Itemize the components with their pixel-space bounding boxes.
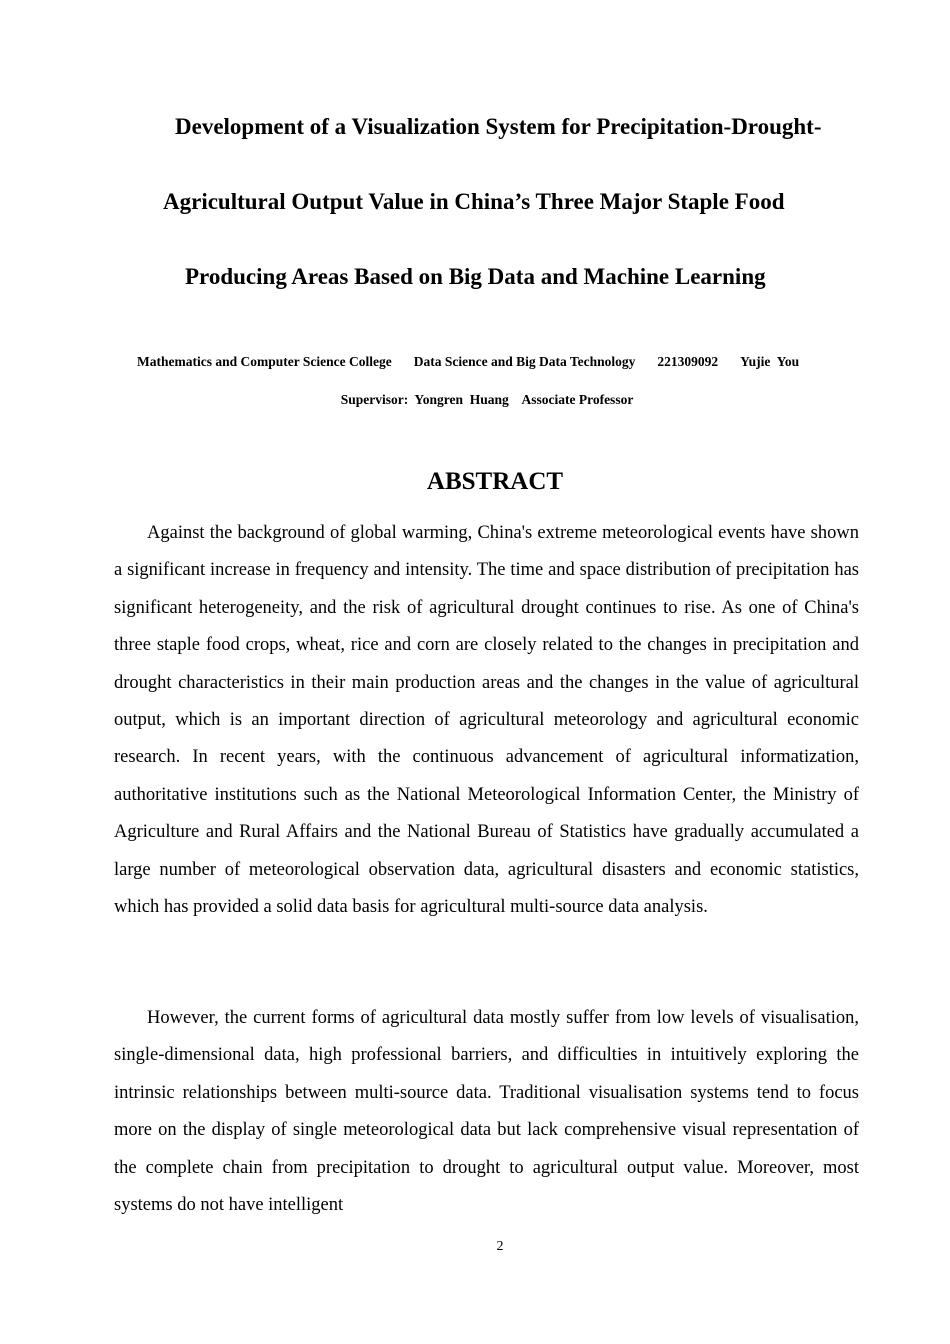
author-info-line bbox=[137, 355, 799, 369]
abstract-heading: ABSTRACT bbox=[426, 468, 564, 495]
title-line-2: Agricultural Output Value in China’s Three Major Staple Food bbox=[163, 189, 785, 214]
student-id: 221309092 bbox=[657, 354, 719, 369]
abstract-paragraph-1: Against the background of global warming, China's extreme meteorological events have shown a significant increase in frequency and intensity. The time and space distribution of precipitation has significant heterogeneity, and the risk of agricultural drought continues to rise. As one of China's three staple food crops, wheat, rice and corn are closely related to the changes in precipitation and drought characteristics in their main production areas and the changes in the value of agricultural output, which is an important direction of agricultural meteorology and agricultural economic research. In recent years, with the continuous advancement of agricultural informatization, authoritative institutions such as the National Meteorological Information Center, the Ministry of Agriculture and Rural Affairs and the National Bureau of Statistics have gradually accumulated a large number of meteorological observation data, agricultural disasters and economic statistics, which has provided a solid data basis for agricultural multi-source data analysis. bbox=[114, 523, 859, 918]
abstract-paragraph-2: However, the current forms of agricultural data mostly suffer from low levels of visualisation, single-dimensional data, high professional barriers, and difficulties in intuitively exploring the intrinsic relationships between multi-source data. Traditional visualisation systems tend to focus more on the display of single meteorological data but lack comprehensive visual representation of the complete chain from precipitation to drought to agricultural output value. Moreover, most systems do not have intelligent bbox=[114, 1008, 859, 1216]
major-name: Data Science and Big Data Technology bbox=[413, 354, 636, 369]
title-line-3: Producing Areas Based on Big Data and Machine Learning bbox=[185, 264, 766, 289]
author-name: Yujie You bbox=[740, 354, 800, 369]
college-name: Mathematics and Computer Science College bbox=[137, 354, 392, 369]
page-number: 2 bbox=[496, 1239, 504, 1254]
supervisor-line: Supervisor: Yongren Huang Associate Professor bbox=[340, 392, 634, 407]
title-line-1: Development of a Visualization System for Precipitation-Drought- bbox=[175, 114, 822, 139]
